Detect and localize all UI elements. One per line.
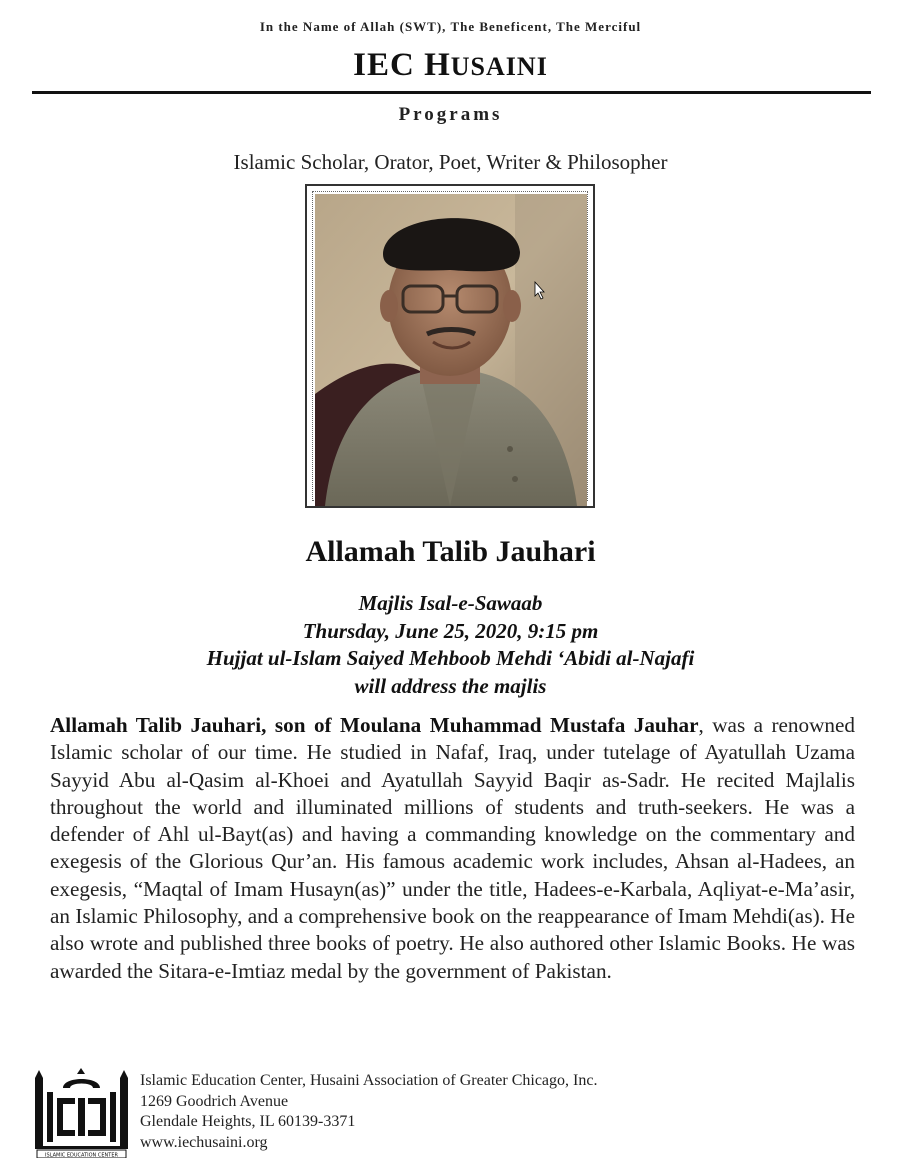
- portrait-photo: [315, 194, 587, 506]
- biography-lead: Allamah Talib Jauhari, son of Moulana Muhammad Mustafa Jauhar: [50, 713, 699, 737]
- org-title: [0, 47, 901, 84]
- footer-address: [140, 1071, 597, 1154]
- footer-street: 1269 Goodrich Avenue: [140, 1092, 289, 1110]
- profile-subtitle: Islamic Scholar, Orator, Poet, Writer & Philosopher: [233, 150, 668, 174]
- footer-city: Glendale Heights, IL 60139-3371: [140, 1113, 356, 1131]
- biography-paragraph: [50, 712, 855, 985]
- footer-org: Islamic Education Center, Husaini Association of Greater Chicago, Inc.: [140, 1072, 598, 1089]
- org-title-small-caps: USAINI: [450, 52, 548, 81]
- biography-text: , was a renowned Islamic scholar of our time. He studied in Nafaf, Iraq, under tutelage of Ayatullah Uzama Sayyid Abu al-Qasim al-Khoei and Ayatullah Sayyid Baqir as-Sadr. He recited Majlalis throughout the world and illuminated millions of students and truth-seekers. He was a defender of Ahl ul-Bayt(as) and having a commanding knowledge on the commentary and exegesis of the Glorious Qur’an. His famous academic work includes, Ahsan al-Hadees, an exegesis, “Maqtal of Imam Husayn(as)” under the title, Hadees-e-Karbala, Aqliyat-e-Ma’asir, an Islamic Philosophy, and a comprehensive book on the reappearance of Imam Mehdi(as). He also wrote and published three books of poetry. He also authored other Islamic Books. He was awarded the Sitara-e-Imtiaz medal by the government of Pakistan.: [50, 713, 855, 983]
- logo-caption: ISLAMIC EDUCATION CENTER: [45, 1152, 118, 1158]
- event-datetime: Thursday, June 25, 2020, 9:15 pm: [302, 618, 599, 643]
- event-title: Majlis Isal-e-Sawaab: [358, 591, 543, 615]
- person-name: Allamah Talib Jauhari: [305, 535, 596, 568]
- footer-website-link[interactable]: www.iechusaini.org: [140, 1134, 268, 1152]
- event-details: [0, 590, 901, 700]
- portrait-frame: [305, 184, 595, 508]
- header-rule: [32, 91, 871, 94]
- org-title-first: IEC H: [353, 47, 451, 83]
- iec-logo-icon: [33, 1068, 130, 1158]
- event-speaker-note: will address the majlis: [354, 673, 547, 698]
- section-title: Programs: [398, 104, 503, 125]
- event-speaker: Hujjat ul-Islam Saiyed Mehboob Mehdi ‘Abidi al-Najafi: [206, 646, 695, 670]
- invocation-line: In the Name of Allah (SWT), The Beneficent, The Merciful: [259, 19, 642, 34]
